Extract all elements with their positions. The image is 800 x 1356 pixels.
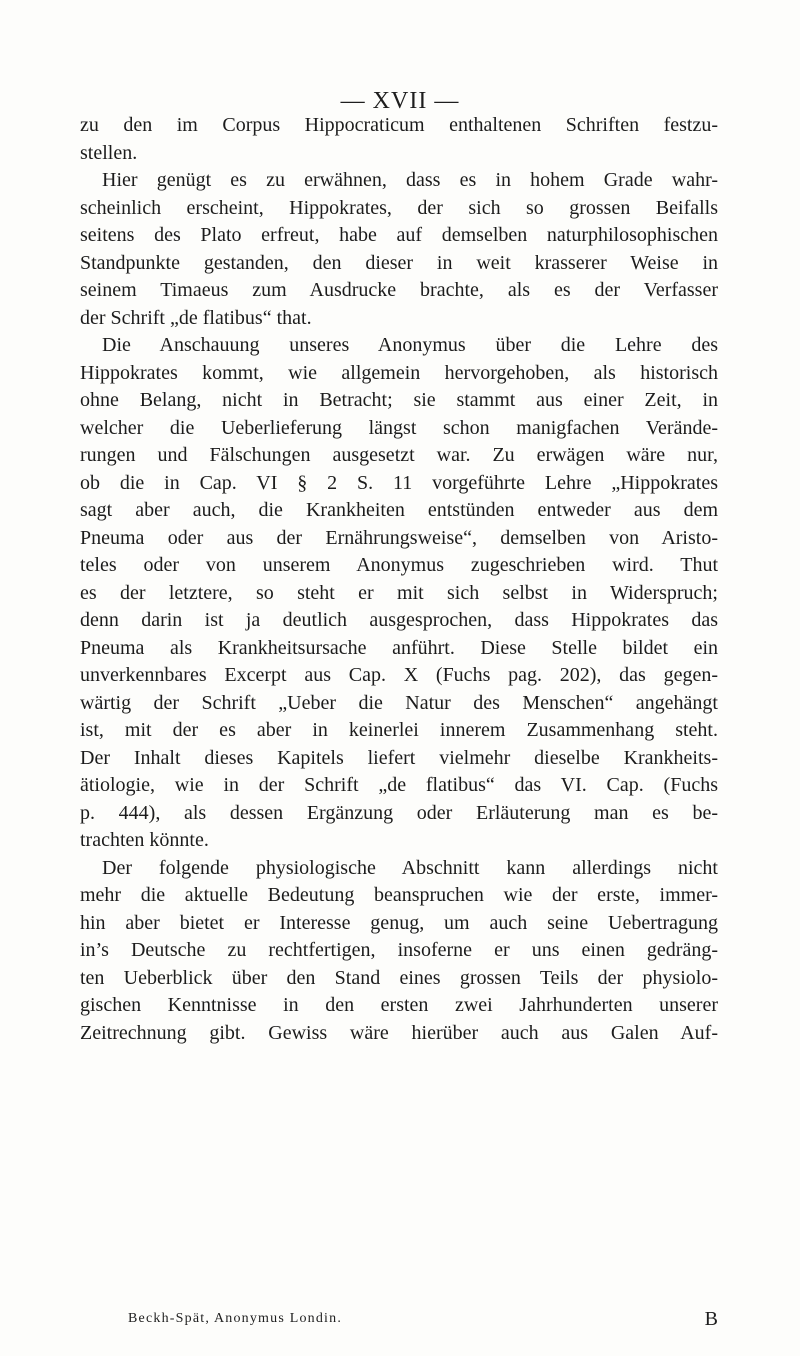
text-line: der Schrift „de flatibus“ that. <box>80 306 312 329</box>
text-line: seinem Timaeus zum Ausdrucke brachte, als es der Verfasser <box>80 279 718 301</box>
text-line: mehr die aktuelle Bedeutung beanspruchen wie der erste, immer- <box>80 884 718 906</box>
text-line: welcher die Ueberlieferung längst schon manigfachen Verände- <box>80 416 718 439</box>
text-line: Standpunkte gestanden, den dieser in weit krasserer Weise in <box>80 251 718 274</box>
text-line: ob die in Cap. VI § 2 S. 11 vorgeführte Lehre „Hippokrates <box>80 471 718 494</box>
signature-mark: B <box>704 1308 718 1330</box>
text-line: seitens des Plato erfreut, habe auf demselben naturphilosophischen <box>80 224 718 246</box>
text-line: ohne Belang, nicht in Betracht; sie stammt aus einer Zeit, in <box>80 389 718 411</box>
text-line: scheinlich erscheint, Hippokrates, der sich so grossen Beifalls <box>80 196 718 219</box>
text-line: stellen. <box>80 141 138 164</box>
text-line: rungen und Fälschungen ausgesetzt war. Zu erwägen wäre nur, <box>80 444 718 466</box>
text-line: unverkennbares Excerpt aus Cap. X (Fuchs pag. 202), das gegen- <box>80 664 718 686</box>
text-line: in’s Deutsche zu rechtfertigen, insoferne er uns einen gedräng- <box>80 939 718 961</box>
footer-reference: Beckh-Spät, Anonymus Londin. <box>128 1311 343 1326</box>
text-line: gischen Kenntnisse in den ersten zwei Jahrhunderten unserer <box>80 994 718 1016</box>
text-line: trachten könnte. <box>80 829 209 851</box>
page-number-header: — XVII — <box>340 88 460 114</box>
text-line: p. 444), als dessen Ergänzung oder Erläuterung man es be- <box>80 801 718 824</box>
text-line: Hippokrates kommt, wie allgemein hervorgehoben, als historisch <box>80 361 718 384</box>
text-line: ten Ueberblick über den Stand eines grossen Teils der physiolo- <box>80 966 718 989</box>
page-footer <box>128 1308 718 1330</box>
body-text <box>80 112 718 1047</box>
text-line: Pneuma oder aus der Ernährungsweise“, demselben von Aristo- <box>80 526 718 549</box>
text-line: Hier genügt es zu erwähnen, dass es in hohem Grade wahr- <box>102 169 718 191</box>
text-line: hin aber bietet er Interesse genug, um auch seine Uebertragung <box>80 911 718 934</box>
text-line: zu den im Corpus Hippocraticum enthaltenen Schriften festzu- <box>80 114 718 136</box>
text-line: denn darin ist ja deutlich ausgesprochen, dass Hippokrates das <box>80 609 718 631</box>
text-line: Die Anschauung unseres Anonymus über die Lehre des <box>102 334 718 356</box>
text-line: es der letztere, so steht er mit sich selbst in Widerspruch; <box>80 581 718 604</box>
text-line: Der Inhalt dieses Kapitels liefert vielmehr dieselbe Krankheits- <box>80 746 718 769</box>
text-line: teles oder von unserem Anonymus zugeschrieben wird. Thut <box>80 554 718 576</box>
text-line: wärtig der Schrift „Ueber die Natur des Menschen“ angehängt <box>80 691 718 714</box>
text-line: Zeitrechnung gibt. Gewiss wäre hierüber auch aus Galen Auf- <box>80 1021 718 1044</box>
text-line: Der folgende physiologische Abschnitt kann allerdings nicht <box>102 856 718 879</box>
text-line: Pneuma als Krankheitsursache anführt. Diese Stelle bildet ein <box>80 636 718 659</box>
text-line: ätiologie, wie in der Schrift „de flatibus“ das VI. Cap. (Fuchs <box>80 774 718 796</box>
text-line: sagt aber auch, die Krankheiten entstünden entweder aus dem <box>80 499 718 521</box>
text-line: ist, mit der es aber in keinerlei innerem Zusammenhang steht. <box>80 719 718 741</box>
